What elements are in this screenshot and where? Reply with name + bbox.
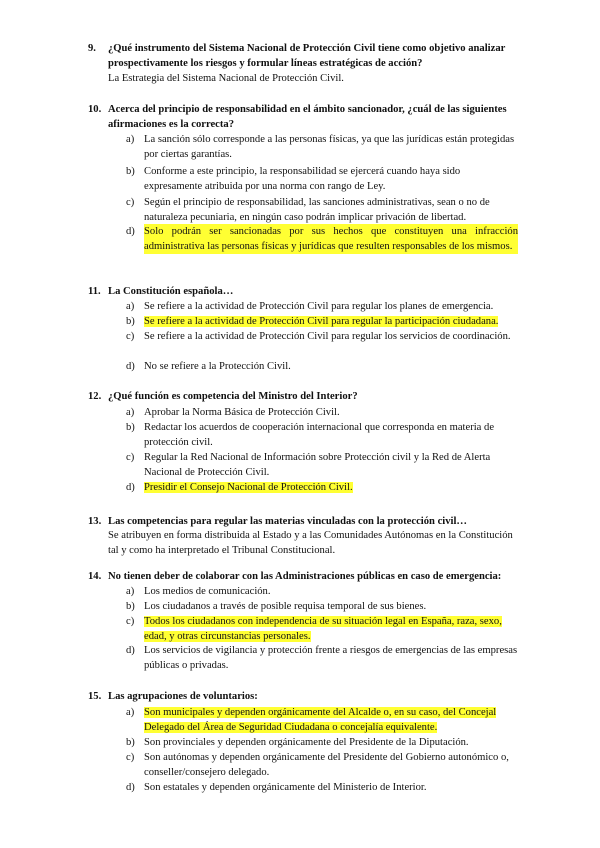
question-title: Las competencias para regular las materias vinculadas con la protección civil… xyxy=(108,516,467,527)
answer-text: La Estrategia del Sistema Nacional de Protección Civil. xyxy=(108,73,344,84)
option-text: Regular la Red Nacional de Información sobre Protección civil y la Red de Alerta Nacional de Protección Civil. xyxy=(144,452,491,478)
option-text: Se refiere a la actividad de Protección Civil para regular los planes de emergencia. xyxy=(144,301,494,312)
option-letter: a) xyxy=(126,407,135,418)
option-text: Presidir el Consejo Nacional de Protección Civil. xyxy=(144,482,353,493)
option-text: Redactar los acuerdos de cooperación internacional que corresponda en materia de protección civil. xyxy=(144,422,495,448)
option-letter: a) xyxy=(126,586,135,597)
option-letter: c) xyxy=(126,331,135,342)
option-text: La sanción sólo corresponde a las personas físicas, ya que las jurídicas están protegidas por ciertas garantías. xyxy=(144,134,515,160)
option-letter: b) xyxy=(126,422,135,433)
option-text: Aprobar la Norma Básica de Protección Civil. xyxy=(144,407,340,418)
question-number: 10. xyxy=(88,104,102,115)
question-title: ¿Qué función es competencia del Ministro del Interior? xyxy=(108,391,358,402)
question-number: 14. xyxy=(88,571,102,582)
option-letter: b) xyxy=(126,737,135,748)
option-text: Se refiere a la actividad de Protección Civil para regular la participación ciudadana. xyxy=(144,316,499,327)
question-number: 13. xyxy=(88,516,102,527)
option-text: No se refiere a la Protección Civil. xyxy=(144,361,291,372)
option-letter: a) xyxy=(126,134,135,145)
option-text: Todos los ciudadanos con independencia de su situación legal en España, raza, sexo, edad, y otras circunstancias personales. xyxy=(144,616,502,642)
option-letter: a) xyxy=(126,301,135,312)
option-text: Conforme a este principio, la responsabilidad se ejercerá cuando haya sido expresamente atribuida por una norma con rango de Ley. xyxy=(144,166,461,192)
question-title: Las agrupaciones de voluntarios: xyxy=(108,691,258,702)
question-title: No tienen deber de colaborar con las Administraciones públicas en caso de emergencia: xyxy=(108,571,502,582)
option-letter: c) xyxy=(126,752,135,763)
question-number: 15. xyxy=(88,691,102,702)
option-letter: d) xyxy=(126,645,135,656)
option-text: Los servicios de vigilancia y protección frente a riesgos de emergencias de las empresas públicas o privadas. xyxy=(144,645,518,671)
option-text: Son autónomas y dependen orgánicamente del Presidente del Gobierno autonómico o, conseller/consejero delegado. xyxy=(144,752,509,778)
option-text: Se refiere a la actividad de Protección Civil para regular los servicios de coordinación. xyxy=(144,331,511,342)
option-letter: b) xyxy=(126,601,135,612)
option-text: Los ciudadanos a través de posible requisa temporal de sus bienes. xyxy=(144,601,427,612)
option-letter: b) xyxy=(126,316,135,327)
option-text: Son provinciales y dependen orgánicamente del Presidente de la Diputación. xyxy=(144,737,469,748)
option-text: Son municipales y dependen orgánicamente del Alcalde o, en su caso, del Concejal Delegado del Área de Seguridad Ciudadana o concejalía equivalente. xyxy=(144,707,497,733)
option-text: Según el principio de responsabilidad, las sanciones administrativas, sean o no de naturaleza pecuniaria, en ningún caso podrán implicar privación de libertad. xyxy=(144,197,490,223)
option-text: Los medios de comunicación. xyxy=(144,586,271,597)
question-title: Acerca del principio de responsabilidad en el ámbito sancionador, ¿cuál de las siguientes afirmaciones es la correcta? xyxy=(108,104,507,130)
option-text: Solo podrán ser sancionadas por sus hechos que constituyen una infracción administrativa las personas físicas y jurídicas que resulten responsables de los mismos. xyxy=(144,226,518,252)
answer-text: Se atribuyen en forma distribuida al Estado y a las Comunidades Autónomas en la Constitución tal y como ha interpretado el Tribunal Constitucional. xyxy=(108,530,513,556)
option-letter: a) xyxy=(126,707,135,718)
question-title: La Constitución española… xyxy=(108,286,234,297)
question-number: 12. xyxy=(88,391,102,402)
question-title: ¿Qué instrumento del Sistema Nacional de Protección Civil tiene como objetivo analizar prospectivamente los riesgos y formular líneas estratégicas de acción? xyxy=(108,43,506,69)
option-letter: c) xyxy=(126,616,135,627)
option-letter: c) xyxy=(126,197,135,208)
question-number: 9. xyxy=(88,43,96,54)
question-number: 11. xyxy=(88,286,101,297)
option-letter: d) xyxy=(126,482,135,493)
option-letter: d) xyxy=(126,226,135,237)
option-letter: c) xyxy=(126,452,135,463)
option-letter: d) xyxy=(126,361,135,372)
option-letter: d) xyxy=(126,782,135,793)
option-letter: b) xyxy=(126,166,135,177)
option-text: Son estatales y dependen orgánicamente del Ministerio de Interior. xyxy=(144,782,427,793)
